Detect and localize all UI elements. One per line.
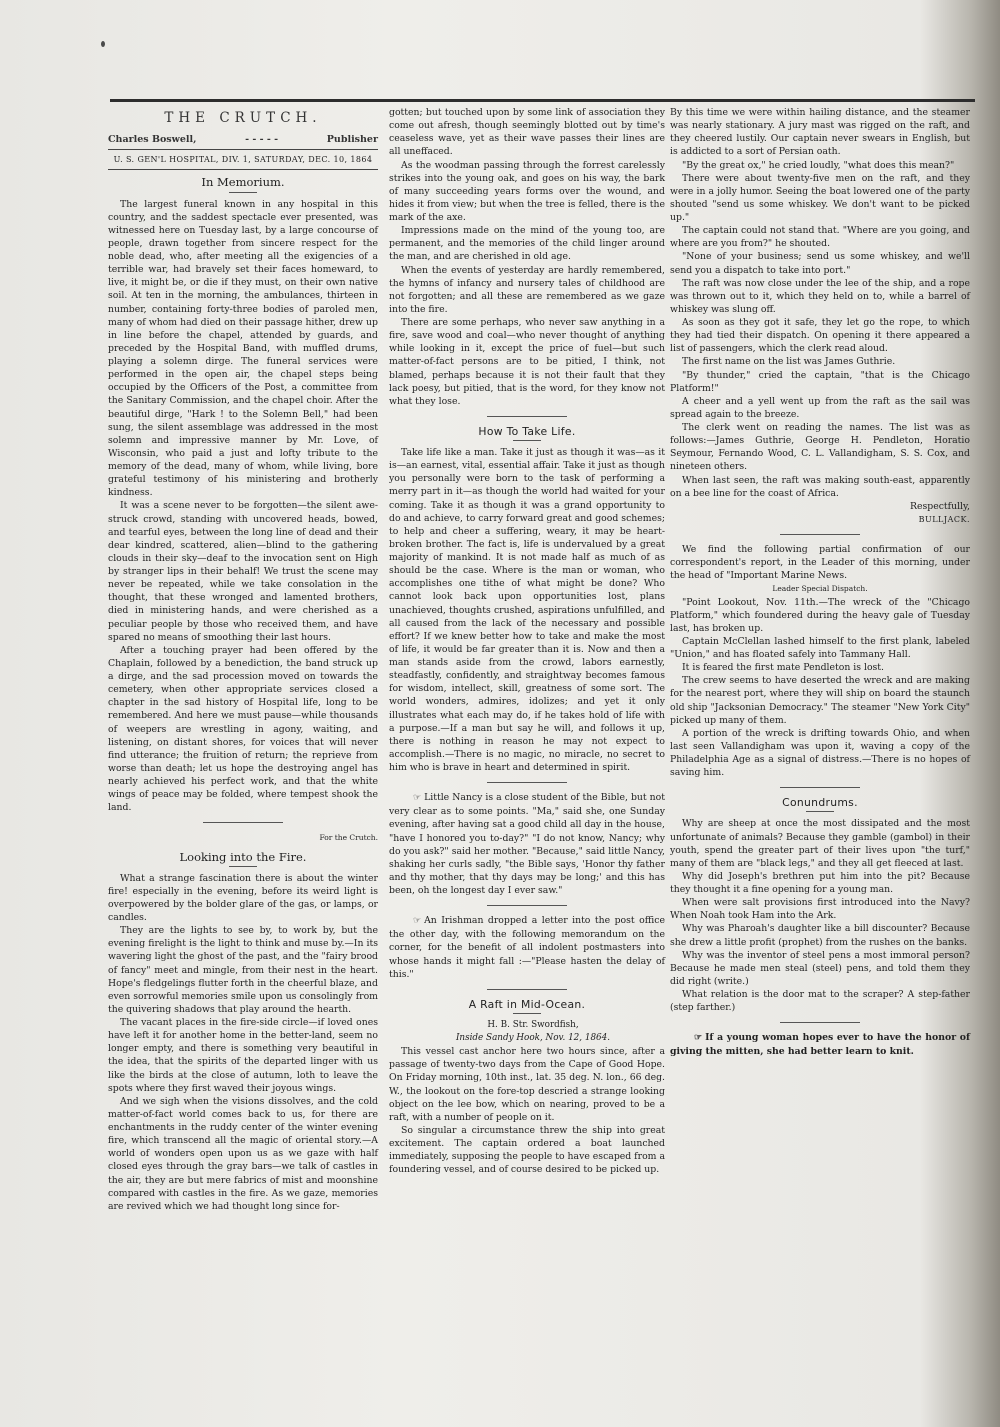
- article-separator: [487, 905, 567, 906]
- dispatch-paragraph: It is feared the first mate Pendleton is lost.: [682, 662, 885, 674]
- life-heading: How To Take Life.: [478, 424, 576, 438]
- conundrum-item: What relation is the door mat to the scraper? A step-father (step farther.): [670, 989, 970, 1014]
- fire-paragraph: They are the lights to see by, to work by, but the evening firelight is the light to think and muse by.—In its wavering light the ghost of the past, and the "fairy brood of fancy" meet and mingle, from their nest in the heart. Hope's fledgelings flutter forth in the cheerful blaze, and even sorrowful memories smile upon us consolingly from the quivering shadows that play around the hearth.: [108, 925, 378, 1015]
- fire-heading: Looking into the Fire.: [179, 849, 307, 864]
- raft-continued-paragraph: The clerk went on reading the names. The list was as follows:—James Guthrie, George H. Pendleton, Horatio Seymour, Fernando Wood, C. L. Vallandigham, S. S. Cox, and nineteen others.: [670, 422, 970, 473]
- article-separator: [487, 989, 567, 990]
- nancy-text: Little Nancy is a close student of the Bible, but not very clear as to some points. "Ma," said she, one Sunday evening, after having sat a good child all day in the house, "have I honored you to-day?" "I do not know, Nancy; why do you ask?" said her mother. "Because," said little Nancy, shaking her curls sadly, "the Bible says, 'Honor thy father and thy mother, that thy days may be long;' and this has been, oh the longest day I ever saw.": [389, 792, 665, 896]
- raft-place: Inside Sandy Hook, Nov. 12, 1864.: [455, 1033, 611, 1043]
- publisher-dashes: - - - - -: [245, 134, 279, 146]
- mitten-text: If a young woman hopes ever to have the honor of giving the mitten, she had better learn to knit.: [670, 1032, 970, 1058]
- raft-continued-paragraph: The raft was now close under the lee of the ship, and a rope was thrown out to it, which they held on to, while a barrel of whiskey was slung off.: [670, 277, 970, 315]
- conundrum-item: Why did Joseph's brethren put him into the pit? Because they thought it a fine opening for a young man.: [670, 870, 970, 895]
- raft-continued-paragraph: "By the great ox," he cried loudly, "what does this mean?": [682, 159, 955, 171]
- raft-continued-paragraph: "None of your business; send us some whiskey, and we'll send you a dispatch to take into port.": [670, 251, 970, 276]
- memoriam-heading: In Memorium.: [201, 175, 285, 190]
- raft-continued-paragraph: There were about twenty-five men on the raft, and they were in a jolly humor. Seeing the boat lowered one of the party shouted "send us some whiskey. We don't want to be picked up.": [670, 172, 970, 223]
- mitten-item: [670, 1031, 970, 1058]
- pointing-hand-icon: ☞: [413, 916, 422, 927]
- conundrums-heading: Conundrums.: [782, 796, 858, 810]
- dispatch-head: Leader Special Dispatch.: [772, 584, 868, 594]
- pointing-hand-icon: ☞: [413, 793, 422, 804]
- column-3: [670, 106, 970, 1059]
- fire-continued-paragraph: When the events of yesterday are hardly remembered, the hymns of infancy and nursery tales of childhood are not forgotten; and all these are remembered as we gaze into the fire.: [389, 264, 665, 315]
- raft-continued-paragraph: The captain could not stand that. "Where are you going, and where are you from?" he shouted.: [670, 225, 970, 250]
- fire-paragraph: What a strange fascination there is about the winter fire! especially in the evening, before its weird light is overpowered by the bolder glare of the gas, or lamps, or candles.: [108, 872, 378, 923]
- publisher-line: [108, 133, 378, 146]
- raft-continued-paragraph: When last seen, the raft was making south-east, apparently on a bee line for the coast of Africa.: [670, 474, 970, 499]
- raft-heading: A Raft in Mid-Ocean.: [468, 997, 586, 1011]
- heading-rule: [229, 866, 257, 867]
- conundrum-item: When were salt provisions first introduced into the Navy? When Noah took Ham into the Ark.: [670, 897, 970, 922]
- publisher-name: Charles Boswell,: [108, 134, 197, 146]
- fire-continued-paragraph: There are some perhaps, who never saw anything in a fire, save wood and coal—who never thought of anything while looking in it, except the price of fuel—but such matter-of-fact persons are to be pitied, I think, not blamed, perhaps because it is not their fault that they lack poesy, but pitied, that is the word, for they know not what they lose.: [389, 317, 665, 407]
- raft-byline: H. B. Str. Swordfish,: [487, 1019, 579, 1030]
- fire-continued-paragraph: Impressions made on the mind of the young too, are permanent, and the memories of the child linger around the man, and are cherished in old age.: [389, 225, 665, 263]
- heading-rule: [513, 440, 541, 441]
- fire-paragraph: And we sigh when the visions dissolves, and the cold matter-of-fact world comes back to us, for there are enchantments in the ruddy center of the winter evening fire, which transcend all the magic of oriental story.—A world of wonders open upon us as we gaze with half closed eyes through the gray bars—we talk of castles in the air, they are but mere fabrics of mist and moonshine compared with castles in the fire. As we gaze, memories are revived which we had thought long since for-: [108, 1095, 378, 1212]
- irishman-item: [389, 914, 665, 981]
- conundrum-item: Why are sheep at once the most dissipated and the most unfortunate of animals? Because they gamble (gambol) in their youth, spend the greater part of their lives upon "the turf," many of them are "black legs," and they all get fleeced at last.: [670, 818, 970, 869]
- fire-continued-paragraph: As the woodman passing through the forrest carelessly strikes into the young oak, and goes on his way, the bark of many succeeding years forms over the wound, and hides it from view; but when the tree is felled, there is the mark of the axe.: [389, 159, 665, 223]
- life-paragraph: Take life like a man. Take it just as though it was—as it is—an earnest, vital, essential affair. Take it just as though you personally were born to the task of performing a merry part in it—as though the world had waited for your coming. Take it as though it was a grand opportunity to do and achieve, to carry forward great and good schemes; to help and cheer a suffering, weary, it may be heart-broken brother. The fact is, life is undervalued by a great majority of mankind. It is not made half as much of as should be the case. Where is the man or woman, who accomplishes one tithe of what might be done? Who cannot look back upon opportunities lost, plans unachieved, thoughts crushed, aspirations unfulfilled, and all caused from the lack of the necessary and possible effort? If we knew better how to take and make the most of life, it would be far greater than it is. Now and then a man stands aside from the crowd, labors earnestly, steadfastly, confidently, and straightway becomes famous for wisdom, intellect, skill, greatness of some sort. The world wonders, admires, idolizes; and yet it only illustrates what each may do, if he takes hold of life with a purpose.—If a man but say he will, and follows it up, there is nothing in reason he may not expect to accomplish.—There is no magic, no miracle, no secret to him who is brave in heart and determined in spirit.: [389, 447, 665, 773]
- heading-rule: [513, 1013, 541, 1014]
- raft-continued-paragraph: As soon as they got it safe, they let go the rope, to which they had tied their dispatch. On opening it there appeared a list of passengers, which the clerk read aloud.: [670, 317, 970, 355]
- raft-continued-paragraph: A cheer and a yell went up from the raft as the sail was spread again to the breeze.: [670, 395, 970, 420]
- fire-continued-paragraph: gotten; but touched upon by some link of association they come out afresh, though seemingly blotted out by time's ceaseless wave, yet as their wave passes their lines are all uneffaced.: [389, 107, 665, 158]
- publisher-label: Publisher: [326, 134, 378, 146]
- article-separator: [487, 782, 567, 783]
- column-2: [389, 106, 665, 1176]
- heading-rule: [806, 811, 834, 812]
- column-1: [108, 106, 378, 1213]
- fire-paragraph: The vacant places in the fire-side circle—if loved ones have left it for another home in the better-land, seem no longer empty, and there is something very beautiful in the idea, that the spirits of the departed linger with us like the birds at the close of autumn, loth to leave the spots where they first waved their joyous wings.: [108, 1017, 378, 1094]
- heading-rule: [229, 192, 257, 193]
- raft-paragraph: So singular a circumstance threw the ship into great excitement. The captain ordered a boat launched immediately, supposing the people to have escaped from a foundering vessel, and of course desired to be picked up.: [389, 1124, 665, 1176]
- confirmation-paragraph: We find the following partial confirmation of our correspondent's report, in the Leader of this morning, under the head of "Important Marine News.: [670, 544, 970, 582]
- masthead-title: THE CRUTCH.: [164, 110, 322, 126]
- ink-speck: [101, 41, 105, 47]
- dispatch-paragraph: A portion of the wreck is drifting towards Ohio, and when last seen Vallandigham was upon it, waving a copy of the Philadelphia Age as a signal of distress.—There is no hopes of saving him.: [670, 727, 970, 779]
- memoriam-paragraph: After a touching prayer had been offered by the Chaplain, followed by a benediction, the band struck up a dirge, and the sad procession moved on towards the cemetery, when other appropriate services closed a chapter in the sad history of Hospital life, long to be remembered. And here we must pause—while thousands of weepers are wrestling in agony, waiting, and listening, on distant shores, for voices that will never find utterance; the fruition of return; the reprieve from worse than death; let us hope the destroying angel has nearly achieved his perfect work, and that the white wings of peace may be folded, where tempest shook the land.: [108, 644, 378, 814]
- signoff: Respectfully,: [909, 500, 970, 512]
- conundrum-item: Why was the inventor of steel pens a most immoral person? Because he made men steal (steel) pens, and told them they did right (write.): [670, 949, 970, 987]
- article-separator: [487, 416, 567, 417]
- dispatch-paragraph: The crew seems to have deserted the wreck and are making for the nearest port, where they will ship on board the staunch old ship "Jacksonian Democracy." The steamer "New York City" picked up many of them.: [670, 675, 970, 726]
- article-separator: [780, 1022, 860, 1023]
- signer: BULLJACK.: [918, 514, 970, 524]
- raft-continued-paragraph: The first name on the list was James Guthrie.: [682, 356, 896, 368]
- memoriam-paragraph: It was a scene never to be forgotten—the silent awe-struck crowd, standing with uncovered heads, bowed, and tearful eyes, between the long line of dead and their dear kindred, scattered, alien—blind to the gathering clouds in their sky—deaf to the invocation sent on High by stranger lips in their behalf! We trust the scene may never be repeated, while we take consolation in the thought, that these wronged and lamented brothers, died in ministering hands, and were cherished as a peculiar people by those who received them, and have spared no means of smoothing their last hours.: [108, 500, 378, 643]
- fire-credit: For the Crutch.: [319, 833, 378, 843]
- irishman-text: An Irishman dropped a letter into the post office the other day, with the following memorandum on the corner, for the benefit of all indolent postmasters into whose hands it might fall :—"Please hasten the delay of this.": [389, 915, 665, 980]
- pointing-hand-icon: ☞: [694, 1033, 703, 1044]
- raft-continued-paragraph: "By thunder," cried the captain, "that is the Chicago Platform!": [670, 369, 970, 394]
- memoriam-paragraph: The largest funeral known in any hospital in this country, and the saddest spectacle ever presented, was witnessed here on Tuesday last, by a large concourse of people, drawn together from sincere respect for the noble dead, who, after meeting all the exigencies of a terrible war, had bravely set their faces homeward, to live, it might be, or die if they must, on their own native soil. At ten in the morning, the ambulances, thirteen in number, containing forty-three bodies of paroled men, many of whom had died on their passage hither, drew up in line before the chapel, attended by guards, and preceded by the Hospital Band, with muffled drums, playing a solemn dirge. The funeral services were performed in the open air, the chapel steps being occupied by the Officers of the Post, a committee from the Sanitary Commission, and the chapel choir. After the beautiful dirge, "Hark ! to the Solemn Bell," had been sung, the silent assemblage was addressed in the most solemn and impressive manner by Mr. Love, of Wisconsin, who paid a just and lofty tribute to the memory of the dead, many of whom, while living, bore grateful testimony of his ministering and brotherly kindness.: [108, 198, 378, 499]
- conundrum-item: Why was Pharoah's daughter like a bill discounter? Because she drew a little profit (prophet) from the rushes on the banks.: [670, 923, 970, 948]
- nancy-item: [389, 791, 665, 897]
- article-separator: [203, 822, 283, 823]
- dateline: U. S. GEN'L HOSPITAL, DIV. 1, SATURDAY, DEC. 10, 1864: [108, 149, 378, 170]
- raft-paragraph: This vessel cast anchor here two hours since, after a passage of twenty-two days from the Cape of Good Hope. On Friday morning, 10th inst., lat. 35 deg. N. lon., 66 deg. W., the lookout on the fore-top descried a strange looking object on the lee bow, which on nearing, proved to be a raft, with a number of people on it.: [389, 1046, 665, 1123]
- top-rule: [110, 99, 975, 102]
- dispatch-paragraph: Captain McClellan lashed himself to the first plank, labeled "Union," and has floated safely into Tammany Hall.: [670, 635, 970, 660]
- dispatch-paragraph: "Point Lookout, Nov. 11th.—The wreck of the "Chicago Platform," which foundered during the heavy gale of Tuesday last, has broken up.: [670, 596, 970, 634]
- raft-continued-paragraph: By this time we were within hailing distance, and the steamer was nearly stationary. A jury mast was rigged on the raft, and they cheered lustily. Our captain never swears in English, but is addicted to a sort of Persian oath.: [670, 107, 970, 158]
- article-separator: [780, 787, 860, 788]
- article-separator: [780, 534, 860, 535]
